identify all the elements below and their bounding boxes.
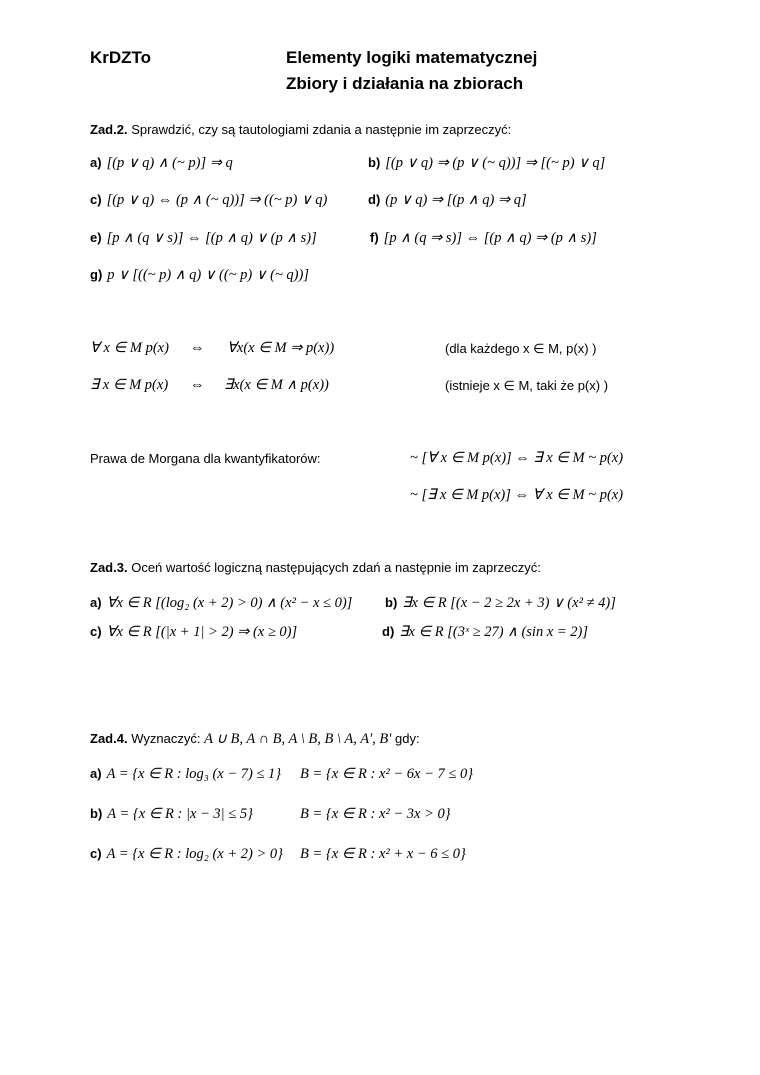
zad4-item-b-label: b) <box>90 806 103 821</box>
zad4-item-a-A-expr: A = {x ∈ R : log₃ (x − 7) ≤ 1} <box>106 766 282 782</box>
zad2-label: Zad.2. <box>90 122 128 137</box>
zad2-item-g-expr: p ∨ [((~ p) ∧ q) ∨ ((~ p) ∨ (~ q))] <box>107 267 309 283</box>
forall-equiv: ⇔ <box>190 340 205 356</box>
zad3-item-d-label: d) <box>382 624 395 639</box>
zad2-item-a-expr: [(p ∨ q) ∧ (~ p)] ⇒ q <box>106 155 233 171</box>
exists-left <box>90 377 168 394</box>
zad3-item-a <box>90 595 352 612</box>
exists-equiv: ⇔ <box>190 377 205 393</box>
zad2-item-b-expr: [(p ∨ q) ⇒ (p ∨ (~ q))] ⇒ [(~ p) ∨ q] <box>385 155 606 171</box>
zad2-item-e <box>90 230 317 247</box>
zad2-item-c <box>90 192 327 209</box>
exists-right-expr: ∃x(x ∈ M ∧ p(x)) <box>224 377 329 393</box>
zad2-item-d-expr: (p ∨ q) ⇒ [(p ∧ q) ⇒ q] <box>385 192 527 208</box>
zad3-item-c <box>90 624 297 641</box>
zad4-item-a-B <box>300 766 473 783</box>
zad3-item-d <box>382 624 588 641</box>
zad2-item-a <box>90 155 233 172</box>
forall-right <box>227 340 334 357</box>
zad3-item-d-expr: ∃x ∈ R [(3ˣ ≥ 27) ∧ (sin x = 2)] <box>399 624 589 640</box>
exists-note: (istnieje x ∈ M, taki że p(x) ) <box>445 378 609 393</box>
demorgan-law-2-expr: ~ [∃ x ∈ M p(x)] ⇔ ∀ x ∈ M ~ p(x) <box>410 487 624 503</box>
zad4-item-c-A-expr: A = {x ∈ R : log₂ (x + 2) > 0} <box>106 846 283 862</box>
zad2-item-g-label: g) <box>90 267 103 282</box>
zad2-text: Sprawdzić, czy są tautologiami zdania a następnie im zaprzeczyć: <box>131 122 512 137</box>
zad2-item-e-label: e) <box>90 230 102 245</box>
zad4-item-a-B-expr: B = {x ∈ R : x² − 6x − 7 ≤ 0} <box>300 766 473 782</box>
demorgan-law-1-expr: ~ [∀ x ∈ M p(x)] ⇔ ∃ x ∈ M ~ p(x) <box>410 450 624 466</box>
zad3-item-b-label: b) <box>385 595 398 610</box>
zad2-item-a-label: a) <box>90 155 102 170</box>
zad4-sets: A ∪ B, A ∩ B, A \ B, B \ A, A', B' <box>204 731 392 747</box>
demorgan-law-1 <box>410 450 623 467</box>
zad2-item-e-expr: [p ∧ (q ∨ s)] ⇔ [(p ∧ q) ∨ (p ∧ s)] <box>106 230 317 246</box>
title-line-2: Zbiory i działania na zbiorach <box>286 74 524 93</box>
zad3-text: Oceń wartość logiczną następujących zdań a następnie im zaprzeczyć: <box>131 560 541 575</box>
zad3-item-a-expr: ∀x ∈ R [(log₂ (x + 2) > 0) ∧ (x² − x ≤ 0)] <box>106 595 353 611</box>
zad4-item-b-B <box>300 806 451 823</box>
forall-left-expr: ∀ x ∈ M p(x) <box>90 340 169 356</box>
zad4-item-b-A-expr: A = {x ∈ R : |x − 3| ≤ 5} <box>107 806 253 822</box>
forall-left <box>90 340 169 357</box>
zad4-heading <box>90 731 420 748</box>
author-label: KrDZTo <box>90 48 152 67</box>
exists-right <box>224 377 329 394</box>
zad4-tail: gdy: <box>395 731 420 746</box>
zad2-item-b <box>368 155 605 172</box>
zad2-item-c-expr: [(p ∨ q) ⇔ (p ∧ (~ q))] ⇒ ((~ p) ∨ q) <box>106 192 328 208</box>
zad2-item-b-label: b) <box>368 155 381 170</box>
forall-note: (dla każdego x ∈ M, p(x) ) <box>445 341 597 356</box>
zad2-item-d-label: d) <box>368 192 381 207</box>
zad4-label: Zad.4. <box>90 731 128 746</box>
zad4-item-c-B <box>300 846 466 863</box>
zad3-heading <box>90 560 541 575</box>
zad3-item-b-expr: ∃x ∈ R [(x − 2 ≥ 2x + 3) ∨ (x² ≠ 4)] <box>402 595 616 611</box>
zad4-item-a-A <box>90 766 281 783</box>
zad3-item-c-expr: ∀x ∈ R [(|x + 1| > 2) ⇒ (x ≥ 0)] <box>106 624 298 640</box>
demorgan-law-2 <box>410 487 623 504</box>
zad4-item-a-label: a) <box>90 766 102 781</box>
zad2-item-f-label: f) <box>370 230 379 245</box>
zad2-item-c-label: c) <box>90 192 102 207</box>
zad3-item-c-label: c) <box>90 624 102 639</box>
zad2-item-f <box>370 230 597 247</box>
zad2-item-f-expr: [p ∧ (q ⇒ s)] ⇔ [(p ∧ q) ⇒ (p ∧ s)] <box>383 230 597 246</box>
demorgan-label: Prawa de Morgana dla kwantyfikatorów: <box>90 451 321 466</box>
zad2-heading <box>90 122 511 137</box>
forall-right-expr: ∀x(x ∈ M ⇒ p(x)) <box>227 340 335 356</box>
zad3-label: Zad.3. <box>90 560 128 575</box>
zad4-item-b-B-expr: B = {x ∈ R : x² − 3x > 0} <box>300 806 451 822</box>
zad4-text: Wyznaczyć: <box>131 731 201 746</box>
zad2-item-d <box>368 192 527 209</box>
exists-left-expr: ∃ x ∈ M p(x) <box>90 377 169 393</box>
zad4-item-c-A <box>90 846 283 863</box>
zad4-item-b-A <box>90 806 253 823</box>
zad4-item-c-B-expr: B = {x ∈ R : x² + x − 6 ≤ 0} <box>300 846 466 862</box>
zad2-item-g <box>90 267 309 284</box>
zad3-item-b <box>385 595 616 612</box>
title-line-1: Elementy logiki matematycznej <box>286 48 538 67</box>
zad4-item-c-label: c) <box>90 846 102 861</box>
zad3-item-a-label: a) <box>90 595 102 610</box>
